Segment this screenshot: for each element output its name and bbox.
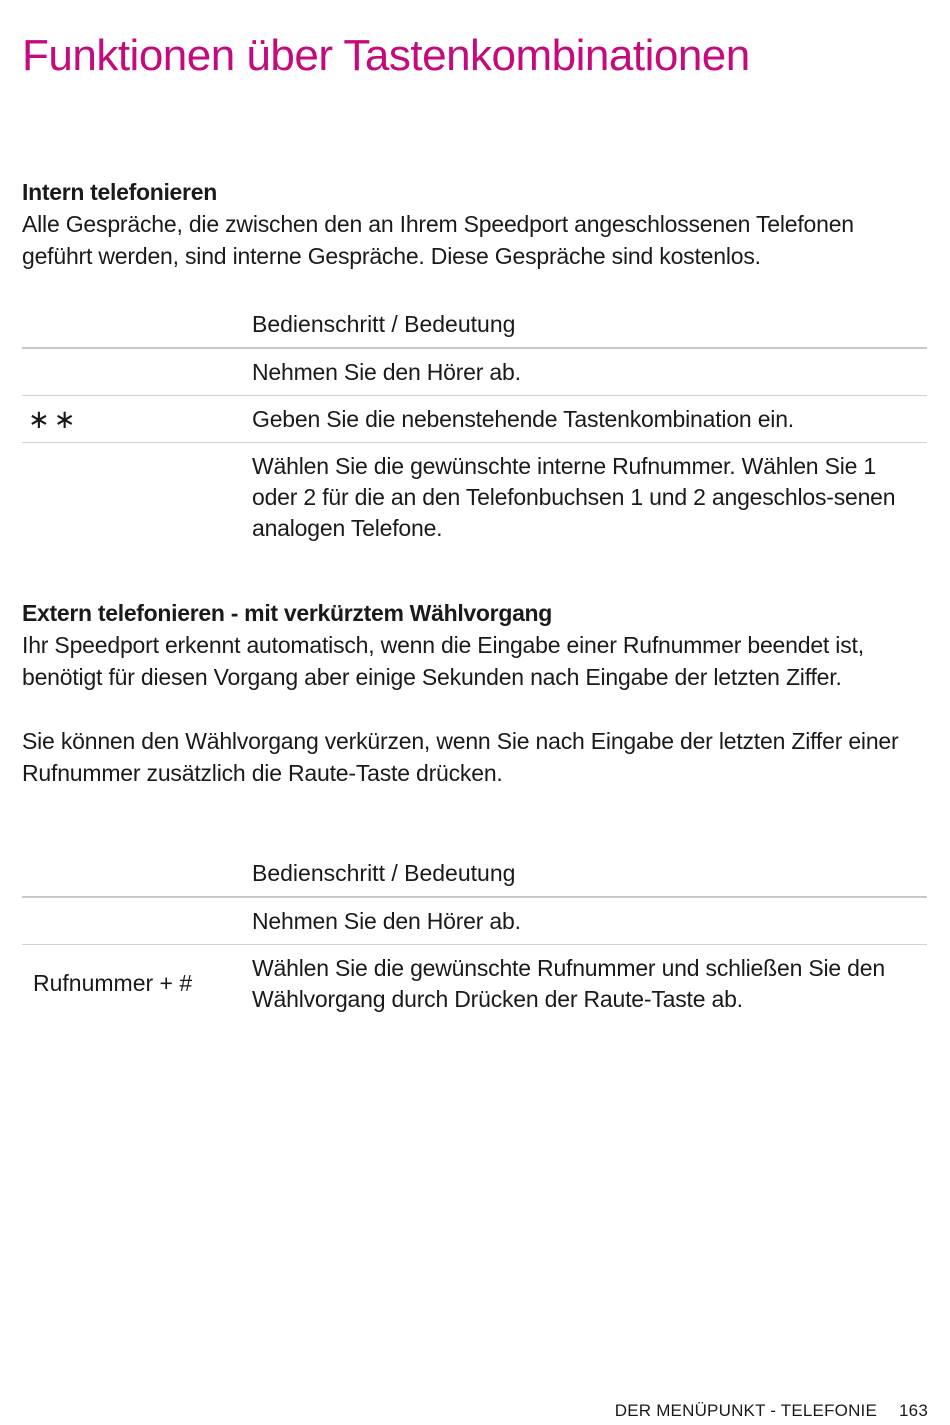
key-cell (22, 443, 252, 551)
table-row (22, 898, 927, 945)
page-title: Funktionen über Tastenkombinationen (22, 31, 750, 80)
key-cell (22, 898, 252, 944)
section-intern (22, 176, 927, 272)
key-combination-cell: Rufnummer + # (33, 970, 193, 996)
steps-table-extern (22, 859, 927, 1022)
description-cell: Wählen Sie die gewünschte interne Rufnummer. Wählen Sie 1 oder 2 für die an den Telefonbuchsen 1 und 2 angeschlos-senen analogen Telefone. (252, 453, 896, 541)
footer-section-label: DER MENÜPUNKT - TELEFONIE (614, 1401, 878, 1420)
description-cell: Nehmen Sie den Hörer ab. (252, 359, 521, 385)
section-heading: Intern telefonieren (22, 179, 217, 205)
section-text: Sie können den Wählvorgang verkürzen, wenn Sie nach Eingabe der letzten Ziffer einer Rufnummer zusätzlich die Raute-Taste drücken. (22, 728, 899, 786)
page-number: 163 (899, 1401, 928, 1420)
steps-table-intern (22, 310, 927, 551)
section-text: Alle Gespräche, die zwischen den an Ihrem Speedport angeschlossenen Telefonen geführt werden, sind interne Gespräche. Diese Gespräche sind kostenlos. (22, 211, 854, 269)
key-cell (22, 349, 252, 395)
table-row (22, 945, 927, 1022)
table-row (22, 349, 927, 396)
key-combination-cell: ∗∗ (28, 403, 80, 434)
table-row (22, 443, 927, 551)
page-footer (615, 1400, 928, 1422)
section-text: Ihr Speedport erkennt automatisch, wenn die Eingabe einer Rufnummer beendet ist, benötigt für diesen Vorgang aber einige Sekunden nach Eingabe der letzten Ziffer. (22, 632, 864, 690)
section-heading: Extern telefonieren - mit verkürztem Wählvorgang (22, 600, 553, 626)
description-cell: Nehmen Sie den Hörer ab. (252, 908, 521, 934)
description-cell: Geben Sie die nebenstehende Tastenkombination ein. (252, 406, 794, 432)
table-row (22, 396, 927, 443)
table-header: Bedienschritt / Bedeutung (22, 310, 927, 349)
table-header: Bedienschritt / Bedeutung (22, 859, 927, 898)
section-extern (22, 597, 927, 789)
description-cell: Wählen Sie die gewünschte Rufnummer und schließen Sie den Wählvorgang durch Drücken der Raute-Taste ab. (252, 955, 885, 1012)
